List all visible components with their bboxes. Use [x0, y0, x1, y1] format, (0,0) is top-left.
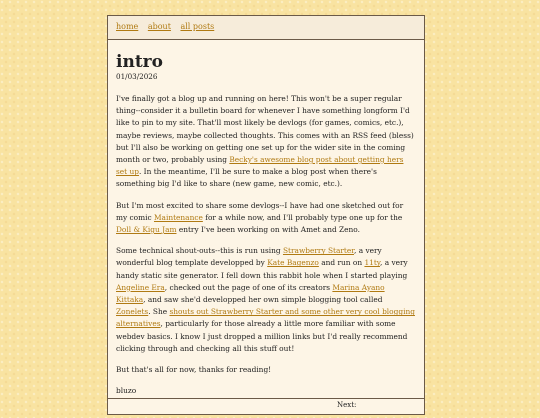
paragraph-4: But that's all for now, thanks for reading! — [116, 365, 272, 375]
text: Some technical shout-outs--this is run using — [116, 246, 283, 256]
text: But I'm most excited to share some devlogs--I have had one sketched out for my comic — [116, 200, 404, 222]
text: , and saw she'd developped her own simple blogging tool called — [143, 295, 383, 305]
text: , a very handy static site generator. I fell down this rabbit hole when I started playing — [116, 258, 408, 280]
text: . She — [148, 307, 170, 317]
text: , a very wonderful blog template developped by — [116, 246, 382, 268]
11ty-link[interactable]: 11ty — [364, 258, 381, 268]
shoutouts-link[interactable]: shouts out Strawberry Starter and some other very cool blogging alternatives — [116, 307, 415, 329]
strawberry-starter-link[interactable]: Strawberry Starter — [282, 246, 354, 256]
maintenance-link[interactable]: Maintenance — [153, 212, 203, 222]
text: I've finally got a blog up and running on here! This won't be a super regular thing--consider it a bulletin board for whenever I have something longform I'd like to pin to my site. That'll most likely be devlogs (for games, comics, etc.), maybe reviews, maybe collected thoughts. This comes with an RSS feed (bless) but I'll also be working on getting one set up for the wider site in the coming month or two, probably using — [116, 94, 414, 165]
post-title: intro — [116, 52, 163, 72]
doll-kigu-jam-link[interactable]: Doll & Kigu Jam — [116, 225, 177, 235]
text: and run on — [318, 258, 365, 268]
nav-all-posts-link[interactable]: all posts — [180, 22, 215, 31]
paragraph-2 — [116, 200, 416, 237]
blog-panel — [107, 15, 425, 415]
nav-home-link[interactable]: home — [116, 22, 139, 31]
paragraph-1 — [116, 93, 416, 191]
signature: bluzo — [116, 386, 137, 396]
zonelets-link[interactable]: Zonelets — [116, 307, 149, 317]
post-date: 01/03/2026 — [116, 72, 158, 81]
next-post-label[interactable]: Next: — [337, 401, 357, 409]
becky-blog-link[interactable]: Becky's awesome blog post about getting hers set up — [116, 155, 404, 177]
top-nav — [108, 16, 424, 40]
text: , checked out the page of one of its creators — [164, 282, 333, 292]
post-footer — [108, 398, 424, 418]
text: entry I've been working on with Amet and Zeno. — [176, 225, 360, 235]
text: , particularly for those already a little more familiar with some webdev basics. I know I just dropped a million links but I'd really recommend clicking through and checking all this stuff out! — [116, 319, 408, 353]
text: for a while now, and I'll probably type one up for the — [202, 212, 403, 222]
angeline-era-link[interactable]: Angeline Era — [116, 282, 165, 292]
kate-bagenzo-link[interactable]: Kate Bagenzo — [267, 258, 319, 268]
nav-about-link[interactable]: about — [147, 22, 171, 31]
marina-kittaka-link[interactable]: Marina Ayano Kittaka — [116, 282, 385, 305]
paragraph-3 — [116, 245, 416, 355]
text: . In the meantime, I'll be sure to make a blog post when there's something big I'd like to share (new game, new comic, etc.). — [116, 167, 377, 189]
post-content — [108, 40, 424, 397]
